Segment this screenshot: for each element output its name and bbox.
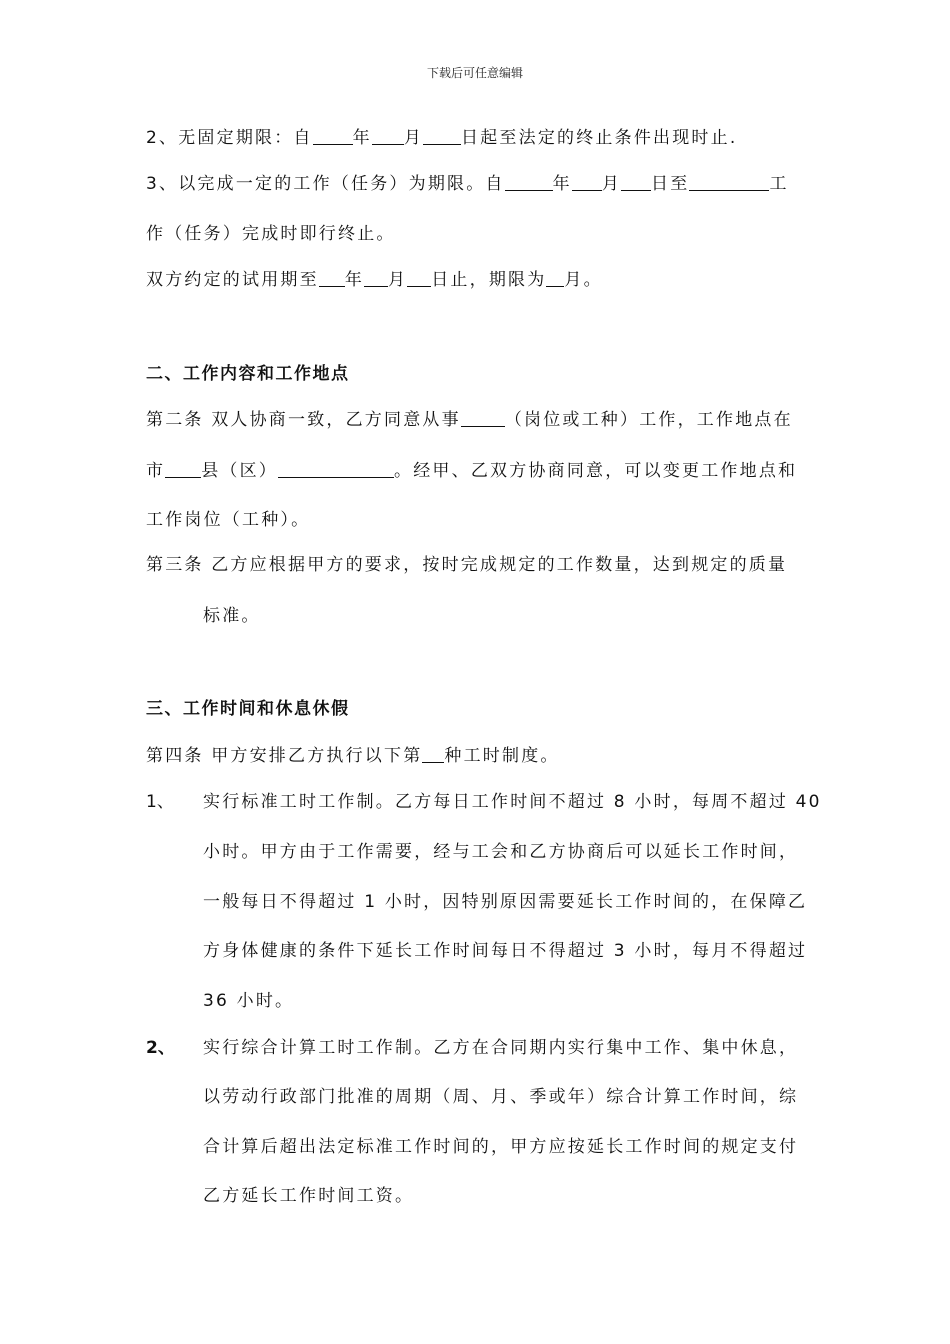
year-blank[interactable] [505,172,553,191]
month-label: 月 [388,270,408,290]
term-indefinite-text: 2、无固定期限：自 [146,128,313,148]
article-4-text: 第四条 甲方安排乙方执行以下第 [146,746,423,766]
term-indefinite-line [146,126,737,150]
to-label: 日至 [651,174,690,194]
article-2-text-end: 。经甲、乙双方协商同意，可以变更工作地点和 [394,461,798,481]
year-label: 年 [352,128,372,148]
month-blank[interactable] [372,126,404,145]
term-task-line [146,172,789,196]
item-1-line-4: 方身体健康的条件下延长工作时间每日不得超过 3 小时，每月不得超过 [203,941,808,961]
article-2-text: 第二条 双人协商一致，乙方同意从事 [146,410,461,430]
article-2-line [146,408,793,432]
article-4-line [146,744,560,768]
item-1-line-5: 36 小时。 [203,991,295,1011]
article-4-text-end: 种工时制度。 [444,746,560,766]
probation-period-text: 日止，期限为 [431,270,547,290]
system-number-blank[interactable] [422,744,444,763]
probation-end: 月。 [564,270,603,290]
year-label: 年 [344,270,365,290]
term-task-continuation: 工 [769,174,789,194]
city-label: 市 [146,461,166,481]
district-blank[interactable] [278,459,394,478]
item-2-line-4: 乙方延长工作时间工资。 [203,1186,415,1206]
section-3-heading: 三、工作时间和休息休假 [146,699,350,719]
item-1-line-1: 实行标准工时工作制。乙方每日工作时间不超过 8 小时，每周不超过 40 [203,792,822,812]
year-blank[interactable] [319,268,345,287]
item-2-number: 2、 [146,1038,175,1058]
day-blank[interactable] [423,126,461,145]
month-label: 月 [403,128,424,148]
term-task-line-2: 作（任务）完成时即行终止。 [146,224,396,244]
position-blank[interactable] [461,408,505,427]
probation-line [146,268,603,292]
article-2-text-cont: （岗位或工种）工作，工作地点在 [504,410,793,430]
article-2-line-2 [146,459,797,483]
item-2-line-3: 合计算后超出法定标准工作时间的，甲方应按延长工作时间的规定支付 [203,1137,799,1157]
item-1-line-3: 一般每日不得超过 1 小时，因特别原因需要延长工作时间的，在保障乙 [203,892,808,912]
term-task-text: 3、以完成一定的工作（任务）为期限。自 [146,174,505,194]
term-indefinite-end: 日起至法定的终止条件出现时止. [461,128,738,148]
article-2-line-3: 工作岗位（工种）。 [146,510,311,530]
section-2-heading: 二、工作内容和工作地点 [146,364,350,384]
page-header: 下载后可任意编辑 [426,66,523,80]
county-label: 县（区） [201,461,279,481]
month-label: 月 [601,174,622,194]
article-3-line: 第三条 乙方应根据甲方的要求，按时完成规定的工作数量，达到规定的质量 [146,555,788,575]
item-2-line-1: 实行综合计算工时工作制。乙方在合同期内实行集中工作、集中休息， [203,1038,799,1058]
year-blank[interactable] [313,126,353,145]
day-blank[interactable] [621,172,651,191]
article-3-line-2: 标准。 [203,606,261,626]
city-blank[interactable] [165,459,201,478]
end-date-blank[interactable] [689,172,769,191]
item-2-line-2: 以劳动行政部门批准的周期（周、月、季或年）综合计算工作时间，综 [203,1087,799,1107]
item-1-line-2: 小时。甲方由于工作需要，经与工会和乙方协商后可以延长工作时间， [203,842,799,862]
day-blank[interactable] [407,268,431,287]
period-blank[interactable] [546,268,564,287]
probation-text: 双方约定的试用期至 [146,270,319,290]
month-blank[interactable] [364,268,388,287]
item-1-number: 1、 [146,792,174,812]
year-label: 年 [552,174,572,194]
month-blank[interactable] [572,172,602,191]
